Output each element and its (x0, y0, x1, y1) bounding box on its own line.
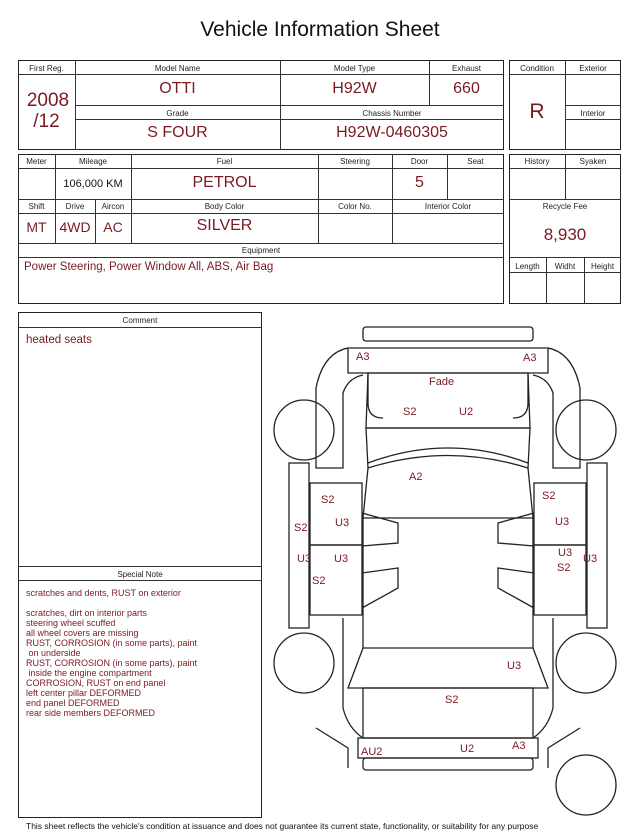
first-reg-month: /12 (33, 111, 60, 132)
special-note-line: on underside (26, 648, 81, 658)
condition-value: R (529, 100, 545, 123)
door-label: Door (410, 157, 429, 166)
damage-right-rear-panel: U3 (583, 553, 598, 565)
fuel-value: PETROL (192, 174, 257, 191)
meter-label: Meter (26, 157, 47, 166)
model-name-label: Model Name (154, 64, 201, 73)
model-name: OTTI (159, 80, 196, 97)
equipment-value: Power Steering, Power Window All, ABS, Air Bag (24, 261, 274, 273)
door-value: 5 (415, 174, 424, 191)
damage-rear-quarter-right: U3 (507, 660, 522, 672)
interior-label: Interior (580, 109, 606, 118)
model-type: H92W (332, 80, 377, 97)
exhaust-value: 660 (453, 80, 480, 97)
height-label: Height (590, 262, 615, 271)
damage-rear-right: A3 (512, 740, 526, 752)
mileage-value: 106,000 KM (63, 178, 123, 190)
aircon-label: Aircon (101, 202, 125, 211)
damage-right-rear-door-a: U3 (558, 547, 573, 559)
damage-right-front-door-b: U3 (555, 516, 570, 528)
special-note-label: Special Note (117, 570, 163, 579)
damage-rear-left: AU2 (361, 746, 383, 758)
aircon-value: AC (103, 219, 123, 235)
special-note-line: scratches, dirt on interior parts (26, 608, 148, 618)
damage-left-front-door: S2 (321, 494, 335, 506)
chassis-label: Chassis Number (362, 109, 422, 118)
body-color-label: Body Color (204, 202, 245, 211)
comment-box (18, 312, 262, 818)
damage-windshield-left: S2 (403, 406, 417, 418)
history-label: History (524, 157, 550, 166)
damage-left-front-fender: S2 (294, 522, 308, 534)
length-label: Length (515, 262, 540, 271)
recycle-fee-value: 8,930 (543, 225, 587, 244)
special-note-line: end panel DEFORMED (26, 698, 120, 708)
damage-windshield-right: U2 (459, 406, 474, 418)
special-note-line: left center pillar DEFORMED (26, 688, 142, 698)
equipment-label: Equipment (241, 246, 281, 255)
damage-hood: Fade (429, 376, 455, 388)
shift-value: MT (26, 219, 47, 235)
exhaust-label: Exhaust (452, 64, 481, 73)
damage-roof: A2 (409, 471, 423, 483)
special-note-line (26, 598, 197, 608)
special-note-line: RUST, CORROSION (in some parts), paint (26, 658, 198, 668)
damage-right-front-door: S2 (542, 490, 556, 502)
damage-left-rear-panel: U3 (334, 553, 349, 565)
width-label: Widht (554, 262, 576, 271)
shift-label: Shift (28, 202, 45, 211)
first-reg-label: First Reg. (29, 64, 64, 73)
steering-label: Steering (340, 157, 370, 166)
disclaimer-footer: This sheet reflects the vehicle's condition at issuance and does not guarantee its current state, functionality, or suitability for any purpose (26, 821, 539, 831)
special-note-line: scratches and dents, RUST on exterior (26, 588, 181, 598)
interior-color-label: Interior Color (424, 202, 472, 211)
page-title: Vehicle Information Sheet (200, 18, 440, 41)
grade-value: S FOUR (147, 124, 208, 141)
damage-left-rear-door: U3 (297, 553, 312, 565)
recycle-fee-label: Recycle Fee (542, 202, 588, 211)
mileage-label: Mileage (78, 157, 107, 166)
damage-front-left: A3 (356, 351, 370, 363)
special-note-line: inside the engine compartment (26, 668, 152, 678)
special-note-line: CORROSION, RUST on end panel (26, 678, 166, 688)
car-damage-diagram (268, 318, 628, 818)
special-note-line: all wheel covers are missing (26, 628, 139, 638)
damage-right-rear-door-b: S2 (557, 562, 571, 574)
damage-left-front-door-b: U3 (335, 517, 350, 529)
special-note-list (26, 588, 197, 718)
damage-trunk: S2 (445, 694, 459, 706)
damage-front-right: A3 (523, 352, 537, 364)
exterior-label: Exterior (579, 64, 607, 73)
condition-label: Condition (520, 64, 554, 73)
model-type-label: Model Type (333, 64, 376, 73)
special-note-line: steering wheel scuffed (26, 618, 116, 628)
drive-value: 4WD (59, 219, 91, 235)
comment-label: Comment (122, 316, 158, 325)
damage-left-rear-quarter: S2 (312, 575, 326, 587)
first-reg-year: 2008 (26, 90, 70, 111)
color-no-label: Color No. (338, 202, 372, 211)
chassis-value: H92W-0460305 (336, 124, 448, 141)
fuel-label: Fuel (216, 157, 233, 166)
special-note-line: RUST, CORROSION (in some parts), paint (26, 638, 198, 648)
body-color-value: SILVER (196, 217, 253, 234)
grade-label: Grade (166, 109, 189, 118)
syaken-label: Syaken (579, 157, 607, 166)
seat-label: Seat (467, 157, 484, 166)
drive-label: Drive (65, 202, 85, 211)
comment-text: heated seats (26, 334, 92, 346)
special-note-line: rear side members DEFORMED (26, 708, 156, 718)
damage-rear-center: U2 (460, 743, 475, 755)
